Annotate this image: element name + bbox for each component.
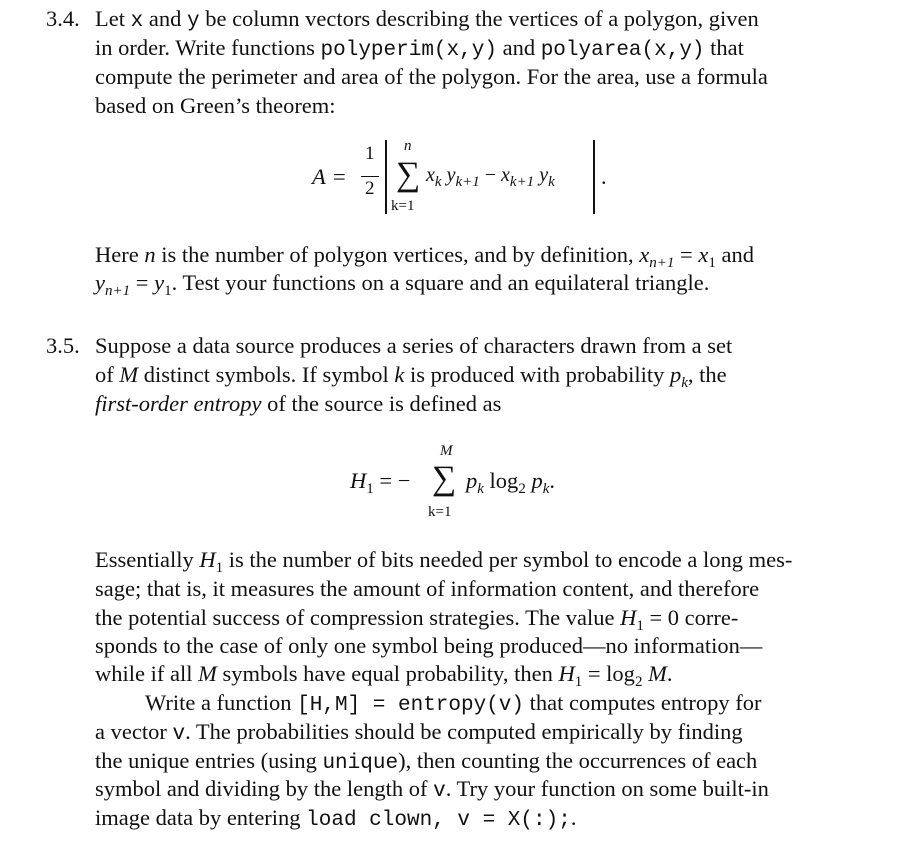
- problem-3-5-line-1: Suppose a data source produces a series of characters drawn from a set: [95, 333, 733, 358]
- problem-3-5-para2-line-3: the unique entries (using unique), then counting the occurrences of each: [95, 748, 758, 775]
- document-page: 3.4. Let x and y be column vectors describing the vertices of a polygon, given in order. Write functions polyperim(x,y) and polyarea(x,y) that compute the perimeter and area of the polygon. For the area, use a formula based on Green’s theorem: A = 1 2 n ∑ k=1 $x_k$ $y_{k+1} - x_{k+1}$ $y_k$ . Here n is the number of polygon vertices, and by definition, $x_{n+1} = x_1$ and $y_{n+1} = y_1$. Test your functions on a square and an equilateral triangle. 3.5. Suppose a data source produces a series of characters drawn from a set of M distinct symbols. If symbol k is produced with probability $p_k$, the first-order entropy of the source is defined as $H_1$ = − M ∑ k=1 $p_k$ $\log_2 p_k$. Essentially $H_1$ is the number of bits needed per symbol to encode a long mes- sage; that is, it measures the amount of information content, and therefore the potential success of compression strategies. The value $H_1 = 0$ corre- sponds to the case of only one symbol being produced—no information— while if all M symbols have equal probability, then $H_1 = \log_2 M$. Write a function [H,M] = entropy(v) that computes entropy for a vector v. The probabilities should be computed empirically by finding the unique entries (using unique), then counting the occurrences of each symbol and dividing by the length of v. Try your function on some built-in image data by entering load clown, v = X(:);.: [46, 6, 793, 832]
- problem-3-5-para2-line-5: image data by entering load clown, v = X(:);.: [95, 805, 577, 832]
- problem-3-5-para2-line-4: symbol and dividing by the length of v. Try your function on some built-in: [95, 776, 769, 803]
- problem-3-5-para1-line-3: the potential success of compression strategies. The value $H_1 = 0$ corre-: [95, 605, 739, 634]
- problem-3-5-line-2: of M distinct symbols. If symbol k is produced with probability $p_k$, the: [95, 362, 727, 391]
- problem-3-4-line-1: Let x and y be column vectors describing the vertices of a polygon, given: [95, 6, 759, 33]
- problem-3-5-para1-line-5: while if all M symbols have equal probability, then $H_1 = \log_2 M$.: [95, 661, 673, 690]
- problem-3-4-line-2: in order. Write functions polyperim(x,y) and polyarea(x,y) that: [95, 35, 744, 62]
- problem-3-5-number: 3.5.: [46, 333, 80, 358]
- problem-3-5-para2-line-1: Write a function [H,M] = entropy(v) that computes entropy for: [145, 690, 762, 717]
- problem-3-5-para2-line-2: a vector v. The probabilities should be computed empirically by finding: [95, 719, 743, 746]
- code-polyperim: polyperim(x,y): [320, 39, 497, 62]
- problem-3-4-line-6: $y_{n+1} = y_1$. Test your functions on a square and an equilateral triangle.: [95, 270, 710, 299]
- problem-3-5-para1-line-2: sage; that is, it measures the amount of information content, and therefore: [95, 576, 760, 601]
- code-unique: unique: [322, 752, 399, 775]
- code-load-clown: load clown, v = X(:);: [306, 809, 571, 832]
- problem-3-4-line-4: based on Green’s theorem:: [95, 93, 336, 118]
- code-polyarea: polyarea(x,y): [540, 39, 705, 62]
- problem-3-4-line-3: compute the perimeter and area of the polygon. For the area, use a formula: [95, 64, 768, 89]
- abs-bar-right: [593, 140, 595, 214]
- problem-3-4-number: 3.4.: [46, 6, 80, 31]
- abs-bar-left: [385, 140, 387, 214]
- problem-3-5-line-3: first-order entropy of the source is defined as: [95, 391, 502, 416]
- problem-3-5-para1-line-1: Essentially $H_1$ is the number of bits needed per symbol to encode a long mes-: [95, 547, 793, 576]
- problem-3-5-para1-line-4: sponds to the case of only one symbol being produced—no information—: [95, 633, 763, 658]
- code-entropy-signature: [H,M] = entropy(v): [297, 694, 525, 717]
- problem-3-4-line-5: Here n is the number of polygon vertices, and by definition, $x_{n+1} = x_1$ and: [95, 242, 754, 271]
